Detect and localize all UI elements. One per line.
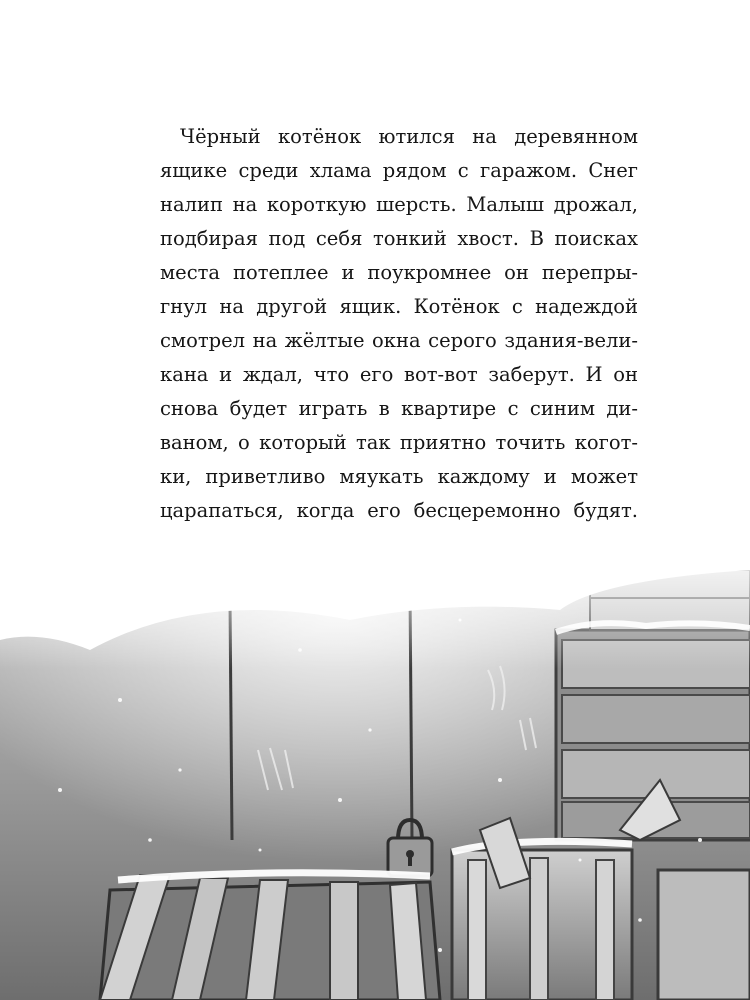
text-line: места потеплее и поукромнее он перепры- <box>160 261 638 284</box>
text-line: ки, приветливо мяукать каждому и может <box>160 465 638 488</box>
text-line: снова будет играть в квартире с синим ди- <box>160 397 638 420</box>
text-line: ящике среди хлама рядом с гаражом. Снег <box>160 159 638 182</box>
text-line: налип на короткую шерсть. Малыш дрожал, <box>160 193 638 216</box>
text-line: гнул на другой ящик. Котёнок с надеждой <box>160 295 638 318</box>
text-line: кана и ждал, что его вот-вот заберут. И он <box>160 363 638 386</box>
text-line: ваном, о который так приятно точить когот- <box>160 431 638 454</box>
snowy-garage-illustration <box>0 540 750 1000</box>
text-line: Чёрный котёнок ютился на деревянном <box>180 125 638 148</box>
text-line: смотрел на жёлтые окна серого здания-вели- <box>160 329 638 352</box>
text-line: подбирая под себя тонкий хвост. В поисках <box>160 227 638 250</box>
text-line: царапаться, когда его бесцеремонно будят. <box>160 499 638 522</box>
story-text <box>160 120 638 528</box>
